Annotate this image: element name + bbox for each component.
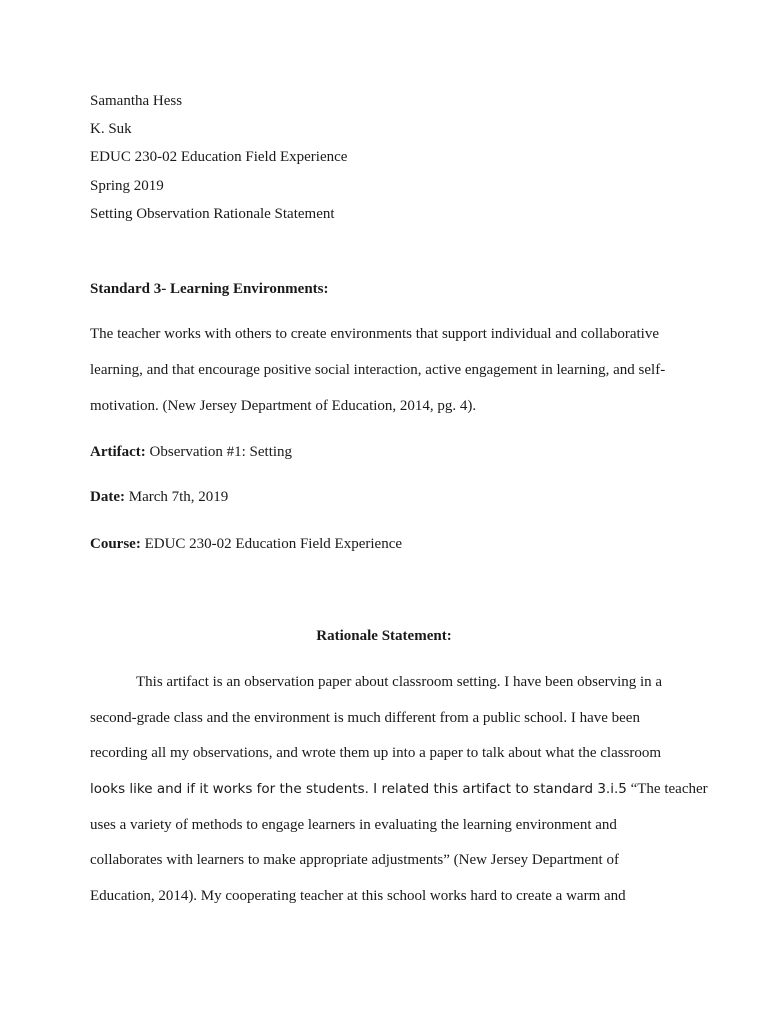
rationale-line-5: uses a variety of methods to engage learners in evaluating the learning environment and: [90, 817, 617, 833]
standard-text-line-1: The teacher works with others to create environments that support individual and collaborative: [90, 326, 659, 342]
student-name: Samantha Hess: [90, 93, 183, 109]
artifact-value: Observation #1: Setting: [145, 444, 293, 460]
standard-text-line-2: learning, and that encourage positive social interaction, active engagement in learning, and self-: [90, 362, 666, 378]
rationale-line-3: recording all my observations, and wrote them up into a paper to talk about what the classroom: [90, 745, 662, 761]
instructor-name: K. Suk: [90, 121, 132, 137]
rationale-heading: Rationale Statement:: [316, 628, 452, 644]
rationale-line-4-serif-run: “The teacher: [626, 781, 708, 797]
rationale-line-4: [90, 780, 708, 798]
date-field: [90, 488, 228, 506]
course-value: EDUC 230-02 Education Field Experience: [140, 536, 403, 552]
term: Spring 2019: [90, 178, 164, 194]
course-label: Course:: [90, 536, 141, 552]
rationale-line-7: Education, 2014). My cooperating teacher at this school works hard to create a warm and: [90, 888, 626, 904]
standard-heading: Standard 3- Learning Environments:: [90, 281, 329, 297]
rationale-line-6: collaborates with learners to make appropriate adjustments” (New Jersey Department of: [90, 852, 619, 868]
rationale-line-4-sans-run: looks like and if it works for the students. I related this artifact to standard 3.i.5: [90, 781, 627, 797]
date-label: Date:: [90, 489, 125, 505]
artifact-field: [90, 443, 292, 461]
rationale-line-2: second-grade class and the environment is much different from a public school. I have been: [90, 710, 640, 726]
date-value: March 7th, 2019: [124, 489, 229, 505]
course-name: EDUC 230-02 Education Field Experience: [90, 149, 348, 165]
rationale-line-1: This artifact is an observation paper about classroom setting. I have been observing in a: [136, 674, 663, 690]
standard-text-line-3: motivation. (New Jersey Department of Education, 2014, pg. 4).: [90, 398, 477, 414]
course-field: [90, 535, 402, 553]
artifact-label: Artifact:: [90, 444, 146, 460]
document-title: Setting Observation Rationale Statement: [90, 206, 335, 222]
